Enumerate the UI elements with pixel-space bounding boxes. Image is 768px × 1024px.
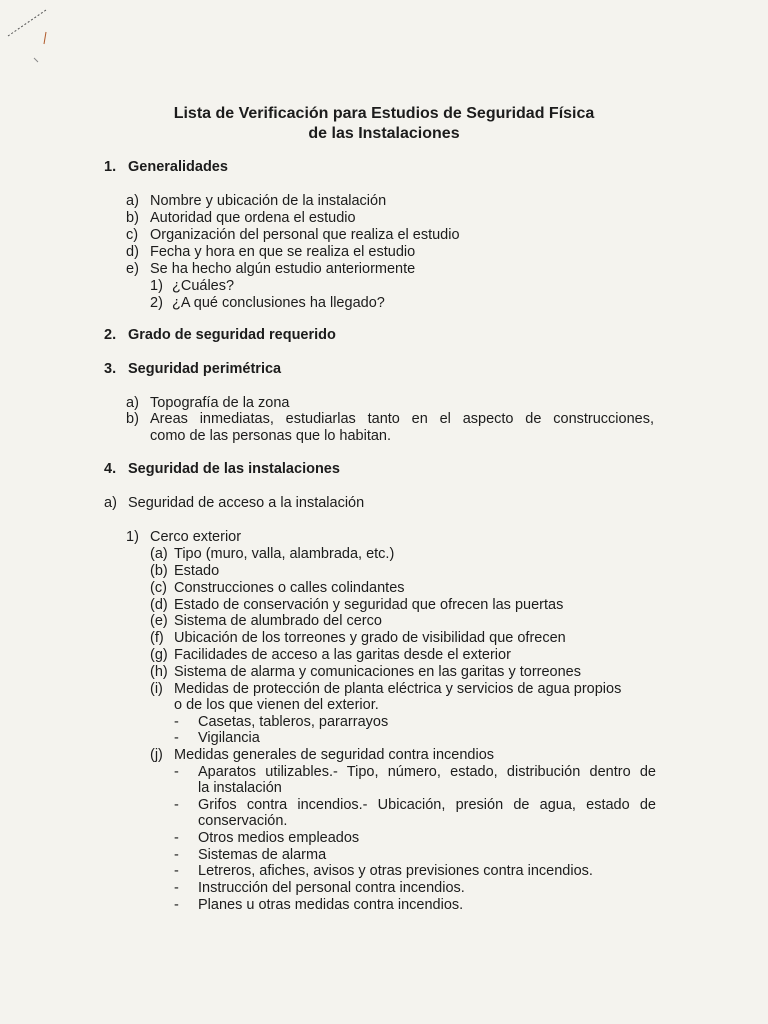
section-title: Seguridad de las instalaciones — [128, 461, 340, 477]
title-line-1: Lista de Verificación para Estudios de Seguridad Física — [173, 105, 595, 122]
dash-item: - Otros medios empleados — [174, 830, 360, 846]
checklist-item: (j) Medidas generales de seguridad contra incendios — [150, 747, 495, 763]
dash-item: - Letreros, afiches, avisos y otras previsiones contra incendios. — [174, 863, 593, 879]
section-number: 2. — [104, 327, 117, 343]
dash-item: - Grifos contra incendios.- Ubicación, presión de agua, estado de — [174, 797, 656, 813]
list-item: b) Autoridad que ordena el estudio — [126, 210, 356, 226]
sub-list-item: 1) Cerco exterior — [126, 529, 242, 545]
checklist-item: (d) Estado de conservación y seguridad que ofrecen las puertas — [150, 597, 564, 613]
list-item: c) Organización del personal que realiza el estudio — [126, 227, 460, 243]
list-item: a) Nombre y ubicación de la instalación — [126, 193, 387, 209]
section-4-heading — [104, 461, 340, 478]
checklist-item-continuation: o de los que vienen del exterior. — [174, 697, 379, 713]
dash-item: - Instrucción del personal contra incendios. — [174, 880, 465, 896]
list-item: a) Seguridad de acceso a la instalación — [104, 495, 365, 511]
section-title: Seguridad perimétrica — [128, 361, 282, 377]
checklist-item: (e) Sistema de alumbrado del cerco — [150, 613, 382, 629]
section-2-heading — [104, 327, 336, 344]
section-1-heading — [104, 159, 228, 176]
checklist-item: (b) Estado — [150, 563, 220, 579]
checklist-item: (g) Facilidades de acceso a las garitas desde el exterior — [150, 647, 511, 663]
list-item: d) Fecha y hora en que se realiza el estudio — [126, 244, 416, 260]
section-number: 4. — [104, 461, 117, 477]
list-item: e) Se ha hecho algún estudio anteriormente — [126, 261, 416, 277]
section-title: Generalidades — [128, 159, 228, 175]
list-item: b) Areas inmediatas, estudiarlas tanto en el aspecto de construcciones, — [126, 411, 654, 427]
dash-item: - Aparatos utilizables.- Tipo, número, estado, distribución dentro de — [174, 764, 656, 780]
dash-item: - Casetas, tableros, pararrayos — [174, 714, 389, 730]
dash-item-continuation: la instalación — [198, 780, 282, 796]
section-title: Grado de seguridad requerido — [128, 327, 336, 343]
dash-item: - Vigilancia — [174, 730, 260, 746]
list-item-continuation: como de las personas que lo habitan. — [150, 428, 392, 444]
checklist-item: (h) Sistema de alarma y comunicaciones en las garitas y torreones — [150, 664, 581, 680]
checklist-item: (i) Medidas de protección de planta eléctrica y servicios de agua propios — [150, 681, 622, 697]
section-3-heading — [104, 361, 281, 378]
checklist-item: (a) Tipo (muro, valla, alambrada, etc.) — [150, 546, 395, 562]
checklist-item: (c) Construcciones o calles colindantes — [150, 580, 405, 596]
dash-item: - Planes u otras medidas contra incendios. — [174, 897, 464, 913]
sub-list-item: 1) ¿Cuáles? — [150, 278, 235, 294]
section-number: 1. — [104, 159, 117, 175]
dash-item: - Sistemas de alarma — [174, 847, 327, 863]
title-line-2: de las Instalaciones — [308, 125, 460, 142]
list-item: a) Topografía de la zona — [126, 395, 290, 411]
dash-item-continuation: conservación. — [198, 813, 288, 829]
checklist-item: (f) Ubicación de los torreones y grado de visibilidad que ofrecen — [150, 630, 566, 646]
section-number: 3. — [104, 361, 117, 377]
sub-list-item: 2) ¿A qué conclusiones ha llegado? — [150, 295, 385, 311]
